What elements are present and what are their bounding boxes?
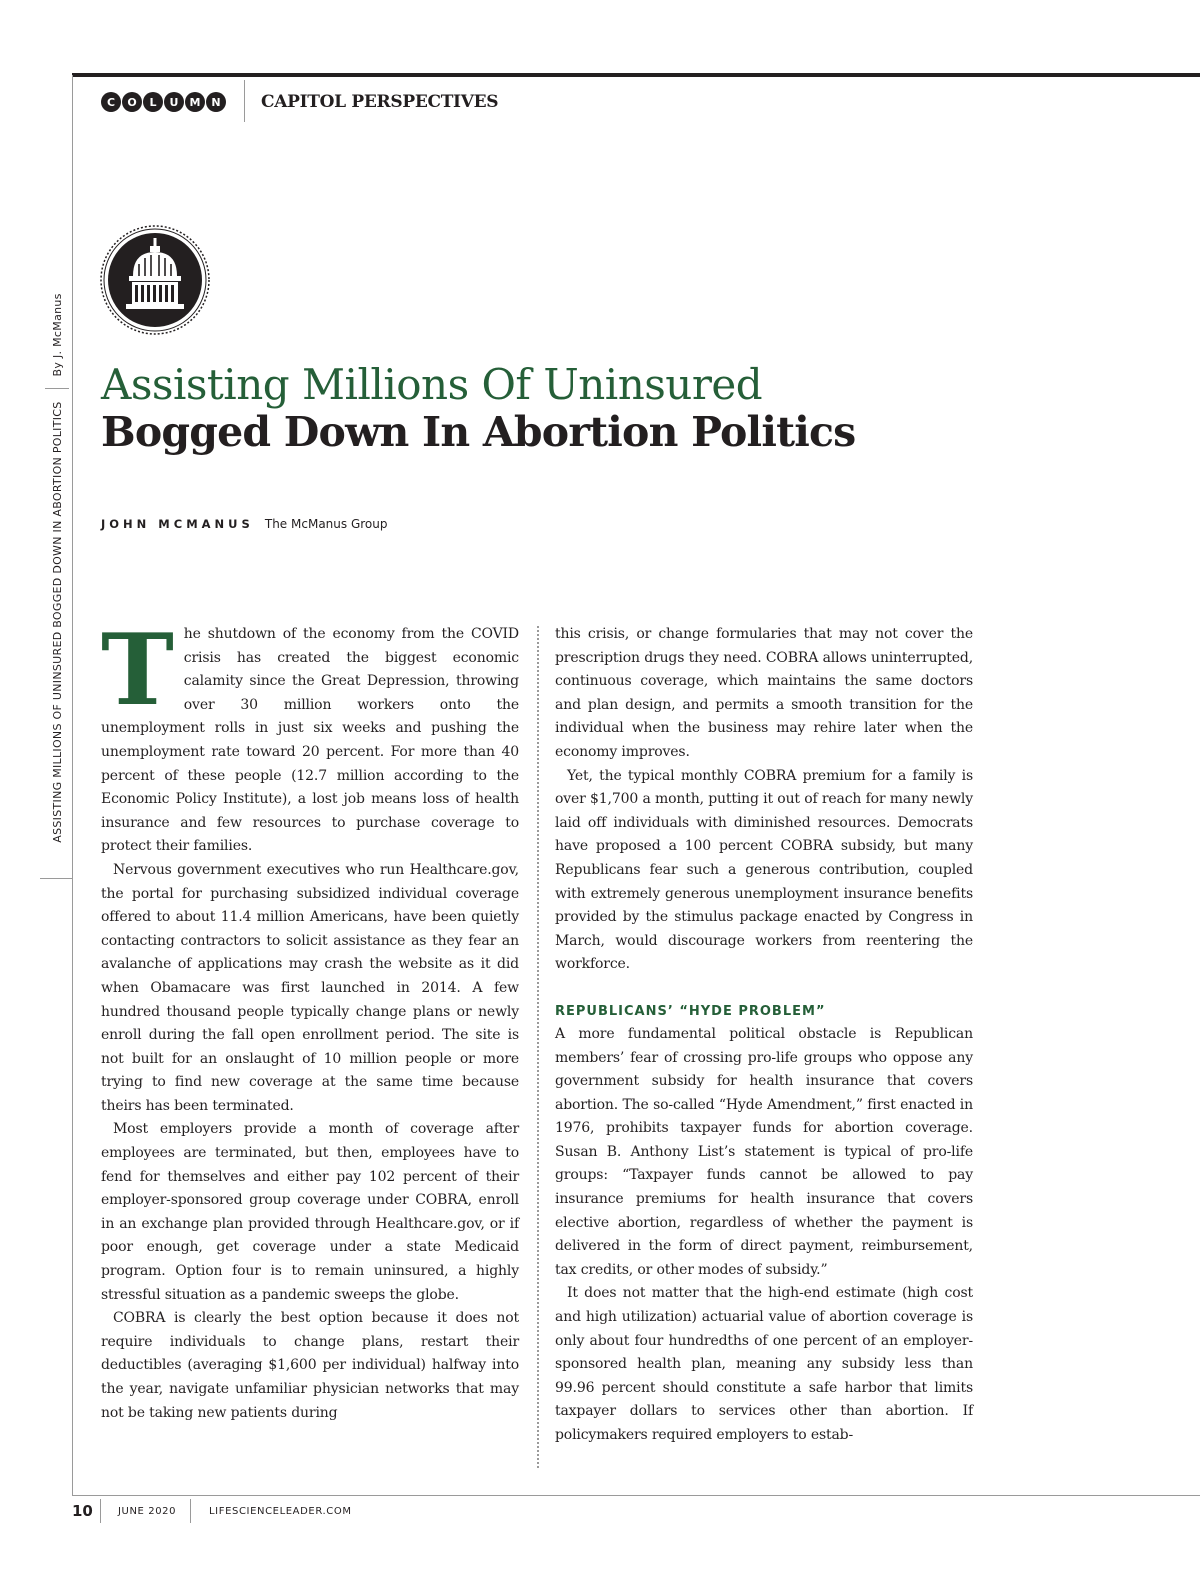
sidebar-running-title: ASSISTING MILLIONS OF UNINSURED BOGGED DOWN IN ABORTION POLITICS — [50, 401, 64, 843]
sidebar-byline: By J. McManus — [50, 293, 64, 377]
section-name: CAPITOL PERSPECTIVES — [261, 92, 499, 112]
column-tag-letter: O — [122, 92, 142, 112]
top-rule — [72, 73, 1200, 77]
headline-line-1: Assisting Millions Of Uninsured — [101, 360, 763, 409]
column-tag — [101, 92, 226, 112]
left-margin-rule — [72, 75, 73, 1495]
article-paragraph: Nervous government executives who run Healthcare.gov, the portal for purchasing subsidized individual coverage offered to about 11.4 million Americans, have been quietly contacting contractors to solicit assistance as they fear an avalanche of applications may crash the website as it did when Obamacare was first launched in 2014. A few hundred thousand people typically change plans or newly enroll during the fall open enrollment period. The site is not built for an onslaught of 10 million people or more trying to find new coverage at the same time because theirs has been terminated. — [101, 861, 519, 1114]
footer-divider — [190, 1499, 191, 1523]
column-tag-letter: L — [143, 92, 163, 112]
article-column-left — [101, 613, 519, 1425]
article-paragraph: Most employers provide a month of coverage after employees are terminated, but then, employees have to fend for themselves and either pay 102 percent of their employer-sponsored group coverage under COBRA, enroll in an exchange plan provided through Healthcare.gov, or if poor enough, get coverage under a state Medicaid program. Option four is to remain uninsured, a highly stressful situation as a pandemic sweeps the globe. — [101, 1121, 519, 1303]
article-paragraph-text: he shutdown of the economy from the COVID crisis has created the biggest economic calamity since the Great Depression, throwing over 30 million workers onto the unemployment rolls in just six weeks and pushing the unemployment rate toward 20 percent. For more than 40 percent of these people (12.7 million according to the Economic Policy Institute), a lost job means loss of health insurance and few resources to purchase coverage to protect their families. — [101, 626, 519, 855]
column-tag-letter: M — [185, 92, 205, 112]
article-paragraph: It does not matter that the high-end estimate (high cost and high utilization) actuarial value of abortion coverage is only about four hundredths of one percent of an employer-sponsored health plan, meaning any subsidy less than 99.96 percent should constitute a safe harbor that limits taxpayer dollars to services other than abortion. If policymakers required employers to estab- — [555, 1285, 973, 1443]
column-tag-letter: U — [164, 92, 184, 112]
article-column-right — [555, 623, 973, 1448]
article-paragraph: A more fundamental political obstacle is Republican members’ fear of crossing pro-life groups who oppose any government subsidy for health insurance that covers abortion. The so-called “Hyde Amendment,” first enacted in 1976, prohibits taxpayer funds for abortion coverage. Susan B. Anthony List’s statement is typical of pro-life groups: “Taxpayer funds cannot be allowed to pay insurance premiums for health insurance that covers elective abortion, regardless of whether the payment is delivered in the form of direct payment, reimbursement, tax credits, or other modes of subsidy.” — [555, 1025, 973, 1278]
article-subhead: REPUBLICANS’ “HYDE PROBLEM” — [555, 1003, 826, 1019]
footer-rule — [72, 1495, 1200, 1496]
column-divider — [537, 626, 539, 1468]
sidebar-rule — [40, 878, 72, 879]
footer-divider — [100, 1499, 101, 1523]
article-paragraph: this crisis, or change formularies that may not cover the prescription drugs they need. COBRA allows uninterrupted, continuous coverage, which maintains the same doctors and plan design, and permits a smooth transition for the individual when the business may rehire later when the economy improves. — [555, 626, 973, 760]
headline-line-2: Bogged Down In Abortion Politics — [101, 408, 856, 456]
website: LIFESCIENCELEADER.COM — [209, 1506, 352, 1517]
drop-cap: T — [101, 613, 174, 728]
byline — [101, 513, 387, 532]
author-name: JOHN MCMANUS — [101, 517, 254, 531]
column-tag-letter: N — [206, 92, 226, 112]
header-divider — [244, 80, 245, 122]
article-paragraph — [101, 613, 519, 859]
sidebar-divider — [45, 388, 69, 389]
sidebar-running-head — [42, 183, 72, 953]
capitol-dome-icon — [99, 224, 211, 336]
article-paragraph: Yet, the typical monthly COBRA premium for a family is over $1,700 a month, putting it out of reach for many newly laid off individuals with diminished resources. Democrats have proposed a 100 percent COBRA subsidy, but many Republicans fear such a generous contribution, coupled with extremely generous unemployment insurance benefits provided by the stimulus package enacted by Congress in March, would discourage workers from reentering the workforce. — [555, 767, 973, 973]
page-number: 10 — [72, 1502, 93, 1520]
issue-date: JUNE 2020 — [118, 1506, 177, 1517]
column-tag-letter: C — [101, 92, 121, 112]
author-organization: The McManus Group — [264, 517, 388, 531]
article-paragraph: COBRA is clearly the best option because it does not require individuals to change plans, restart their deductibles (averaging $1,600 per individual) halfway into the year, navigate unfamiliar physician networks that may not be taking new patients during — [101, 1310, 519, 1421]
